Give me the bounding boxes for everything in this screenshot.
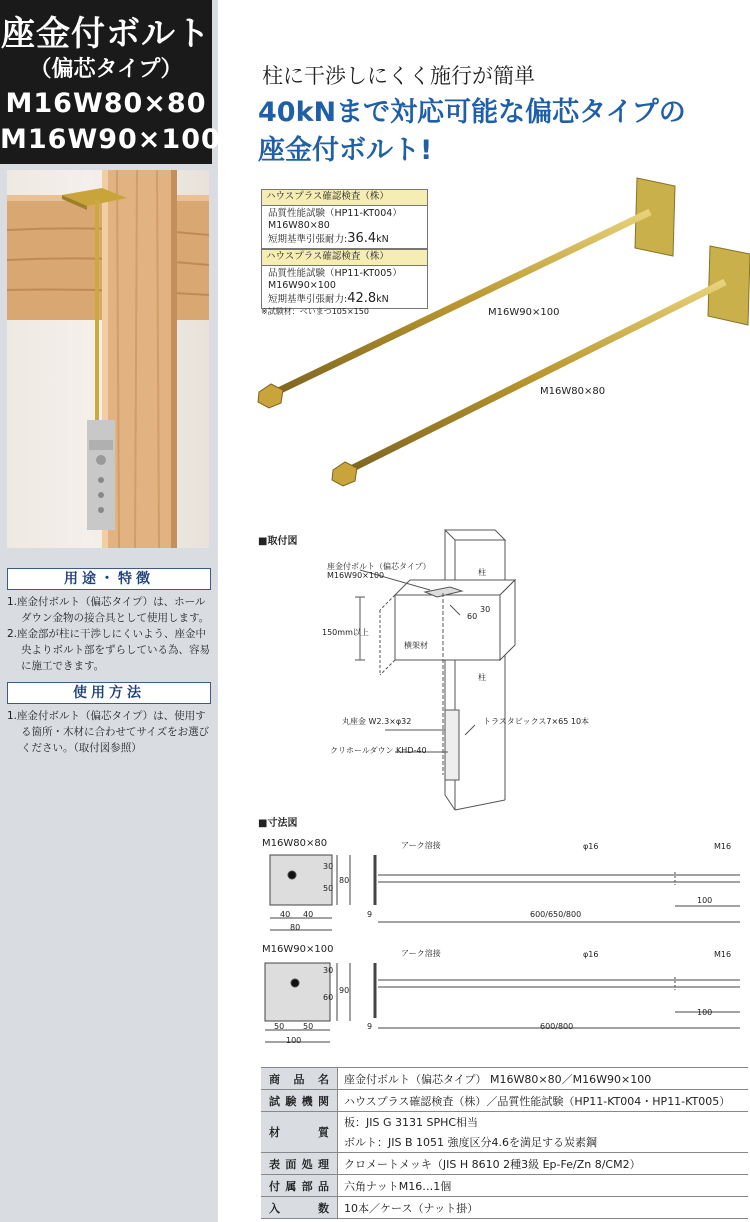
table-row [261,1068,748,1090]
table-row [261,1153,748,1175]
dims-title: ■寸法図 [258,818,298,829]
headline-line-1: 柱に干渉しにくく施行が簡単 [262,64,535,88]
dims-b-len: 600/800 [540,1022,574,1031]
spec-label: 付属部品 [261,1175,338,1197]
usage-item-1: 1.座金付ボルト（偏芯タイプ）は、使用する箇所・木材に合わせてサイズをお選びください。（取付図参照） [7,710,210,754]
dims-b-h2: 50 [303,1022,314,1031]
spec-label: 試験機関 [261,1090,338,1112]
product-image [255,170,750,500]
dims-b-v1: 30 [323,966,334,975]
install-dim-60: 60 [467,612,478,621]
dims-a-len: 600/650/800 [530,910,582,919]
test-org-1: ハウスプラス確認検査（株） [262,190,427,206]
dims-a-v3: 80 [339,876,350,885]
headline-line-2: 40kNまで対応可能な偏芯タイプの [258,97,686,128]
dims-a-t: 9 [367,910,373,919]
test-note: ※試験材：べいまつ105×150 [261,307,369,316]
dims-b-arc: アーク溶接 [401,949,441,958]
test-strength-value-2: 42.8 [347,290,377,306]
dims-b-h3: 100 [286,1036,302,1045]
test-strength-label-2: 短期基準引張耐力: [268,293,348,305]
dims-b-h1: 50 [274,1022,285,1031]
table-row [261,1175,748,1197]
dims-a-h2: 40 [303,910,314,919]
install-bolt-label-2: M16W90×100 [327,571,385,580]
dims-b-v3: 90 [339,986,350,995]
dims-b-phi: φ16 [583,950,599,959]
dims-a-h1: 40 [280,910,291,919]
test-name-2: 品質性能試験（HP11-KT005） [268,267,402,279]
table-row [261,1090,748,1112]
install-dim-30: 30 [480,605,491,614]
dims-a-arc: アーク溶接 [401,841,441,850]
model-name-2: M16W90×100 [0,124,221,155]
test-strength-value-1: 36.4 [347,230,377,246]
dims-b-v2: 60 [323,993,334,1002]
test-org-2: ハウスプラス確認検査（株） [262,250,427,266]
headline-line-3: 座金付ボルト! [258,135,433,166]
product-label-upper: M16W90×100 [488,307,560,318]
test-strength-unit-2: kN [376,293,389,305]
table-row [261,1112,748,1153]
spec-material-plate: 板：JIS G 3131 SPHC相当 [344,1116,479,1129]
product-label-lower: M16W80×80 [540,386,606,397]
dims-a-phi: φ16 [583,842,599,851]
spec-label: 商品名 [261,1068,338,1090]
install-title: ■取付図 [258,536,298,547]
features-list [7,594,212,674]
spec-table [261,1067,748,1219]
spec-label: 表面処理 [261,1153,338,1175]
model-name-1: M16W80×80 [5,88,207,119]
test-model-1: M16W80×80 [268,220,330,231]
install-dim-150: 150mm以上 [322,628,369,637]
test-strength-unit-1: kN [376,233,389,245]
spec-label: 入数 [261,1197,338,1219]
test-strength-label-1: 短期基準引張耐力: [268,233,348,245]
dims-b-model: M16W90×100 [262,944,334,955]
spec-value: 10本／ケース（ナット掛） [338,1197,749,1219]
dims-a-v2: 50 [323,884,334,893]
dims-b-thread: M16 [714,950,732,959]
install-column-label-top: 柱 [478,568,486,577]
product-title: 座金付ボルト [1,14,211,54]
install-screw-label: トラスタビックス7×65 10本 [483,717,590,726]
table-row [261,1197,748,1219]
spec-material-bolt: ボルト：JIS B 1051 強度区分4.6を満足する炭素鋼 [344,1136,597,1149]
installation-photo [7,170,209,548]
install-holddown-label: クリホールダウン KHD-40 [330,746,427,755]
dims-a-h3: 80 [290,923,301,932]
dims-a-thread: M16 [714,842,732,851]
dims-a-model: M16W80×80 [262,838,328,849]
spec-value [338,1112,749,1153]
dims-b-t: 9 [367,1022,373,1031]
spec-value: ハウスプラス確認検査（株）／品質性能試験（HP11-KT004・HP11-KT005） [338,1090,749,1112]
title-block [0,0,221,164]
product-subtitle: （偏芯タイプ） [29,57,183,82]
install-column-label-mid: 柱 [478,673,486,682]
features-heading: 用途・特徴 [7,568,211,590]
dims-b-thr-len: 100 [697,1008,713,1017]
spec-value: クロメートメッキ（JIS H 8610 2種3級 Ep-Fe/Zn 8/CM2） [338,1153,749,1175]
usage-heading: 使用方法 [7,682,211,704]
test-name-1: 品質性能試験（HP11-KT004） [268,207,402,219]
spec-value: 座金付ボルト（偏芯タイプ） M16W80×80／M16W90×100 [338,1068,749,1090]
dims-a-v1: 30 [323,862,334,871]
spec-value: 六角ナットM16…1個 [338,1175,749,1197]
install-bolt-label-1: 座金付ボルト（偏芯タイプ） [327,562,431,571]
spec-label: 材質 [261,1112,338,1153]
usage-list [7,708,212,756]
features-item-2: 2.座金部が柱に干渉しにくいよう、座金中央よりボルト部をずらしている為、容易に施工できます。 [7,628,210,672]
dims-a-thr-len: 100 [697,896,713,905]
features-item-1: 1.座金付ボルト（偏芯タイプ）は、ホールダウン金物の接合具として使用します。 [7,596,210,624]
test-model-2: M16W90×100 [268,280,336,291]
install-beam-label: 横架材 [404,641,428,650]
install-washer-label: 丸座金 W2.3×φ32 [342,717,412,726]
